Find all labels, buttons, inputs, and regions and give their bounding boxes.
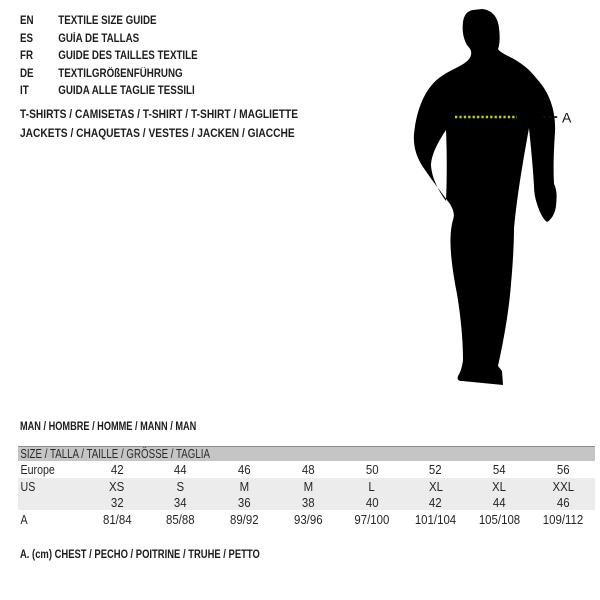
- language-row-de: [20, 68, 229, 86]
- table-cell: 32: [85, 494, 149, 510]
- table-cell: 48: [301, 462, 315, 477]
- table-cell: 105/108: [478, 511, 521, 527]
- table-cell: 44: [174, 462, 187, 477]
- language-code: EN: [20, 15, 34, 27]
- language-code: ES: [20, 32, 34, 45]
- table-cell: 50: [365, 462, 379, 477]
- row-label-a: A: [20, 512, 28, 527]
- language-label: GUÍA DE TALLAS: [58, 32, 140, 45]
- size-table-header-row: [18, 447, 595, 462]
- category-heading: [20, 107, 347, 144]
- size-table: [18, 446, 595, 528]
- row-label-europe: Europe: [20, 463, 55, 477]
- language-label: TEXTILE SIZE GUIDE: [58, 15, 157, 27]
- size-table-header: SIZE / TALLA / TAILLE / GRÖSSE / TAGLIA: [18, 447, 595, 462]
- measure-note: A. (cm) CHEST / PECHO / POITRINE / TRUHE / PETTO: [20, 549, 260, 561]
- man-silhouette-figure: [410, 0, 580, 400]
- language-label: GUIDA ALLE TAGLIE TESSILI: [58, 85, 195, 97]
- category-line-jackets: JACKETS / CHAQUETAS / VESTES / JACKEN / GIACCHE: [20, 125, 295, 140]
- table-cell: 38: [276, 494, 340, 510]
- table-cell: M: [276, 478, 340, 494]
- man-silhouette-svg: [410, 0, 580, 400]
- table-cell: 42: [110, 462, 124, 477]
- table-cell: 97/100: [354, 511, 390, 527]
- table-cell: XS: [85, 478, 149, 494]
- table-cell: 81/84: [102, 511, 132, 527]
- table-cell: 52: [429, 462, 442, 477]
- table-cell: 46: [238, 462, 251, 477]
- language-row-fr: [20, 50, 229, 68]
- language-code: DE: [20, 67, 34, 80]
- table-row-us: [18, 478, 595, 494]
- table-cell: 56: [556, 462, 570, 477]
- row-label-us: US: [18, 478, 85, 494]
- language-row-en: [20, 15, 229, 33]
- table-cell: 42: [404, 494, 468, 510]
- measure-label-a: A: [562, 109, 572, 126]
- table-cell: XXL: [531, 478, 595, 494]
- gender-heading: MAN / HOMBRE / HOMME / MANN / MAN: [20, 421, 197, 433]
- table-row-chest-measure: [18, 510, 595, 528]
- table-cell: M: [213, 478, 277, 494]
- category-line-tshirts: T-SHIRTS / CAMISETAS / T-SHIRT / T-SHIRT / MAGLIETTE: [20, 107, 299, 121]
- table-cell: 109/112: [542, 511, 584, 527]
- table-cell: L: [340, 478, 404, 494]
- table-cell: 85/88: [166, 511, 195, 527]
- man-silhouette-shape: [414, 9, 557, 385]
- language-code: FR: [20, 50, 34, 62]
- table-cell: S: [149, 478, 213, 494]
- table-cell: XL: [468, 478, 532, 494]
- language-list: [20, 15, 229, 103]
- language-code: IT: [20, 85, 29, 97]
- language-label: TEXTILGRÖßENFÜHRUNG: [58, 67, 183, 80]
- table-cell: 44: [468, 494, 532, 510]
- language-row-it: [20, 85, 229, 103]
- table-cell: 101/104: [414, 511, 457, 527]
- table-cell: 40: [340, 494, 404, 510]
- table-cell: 46: [531, 494, 595, 510]
- table-cell: 34: [149, 494, 213, 510]
- table-row-europe: [18, 461, 595, 478]
- table-cell: 54: [493, 462, 506, 477]
- table-row-us-numeric: [18, 494, 595, 510]
- language-row-es: [20, 33, 229, 51]
- table-cell: 93/96: [293, 511, 323, 527]
- table-cell: 89/92: [230, 511, 259, 527]
- row-label-blank: [18, 494, 85, 510]
- table-cell: XL: [404, 478, 468, 494]
- table-cell: 36: [213, 494, 277, 510]
- language-label: GUIDE DES TAILLES TEXTILE: [58, 50, 198, 62]
